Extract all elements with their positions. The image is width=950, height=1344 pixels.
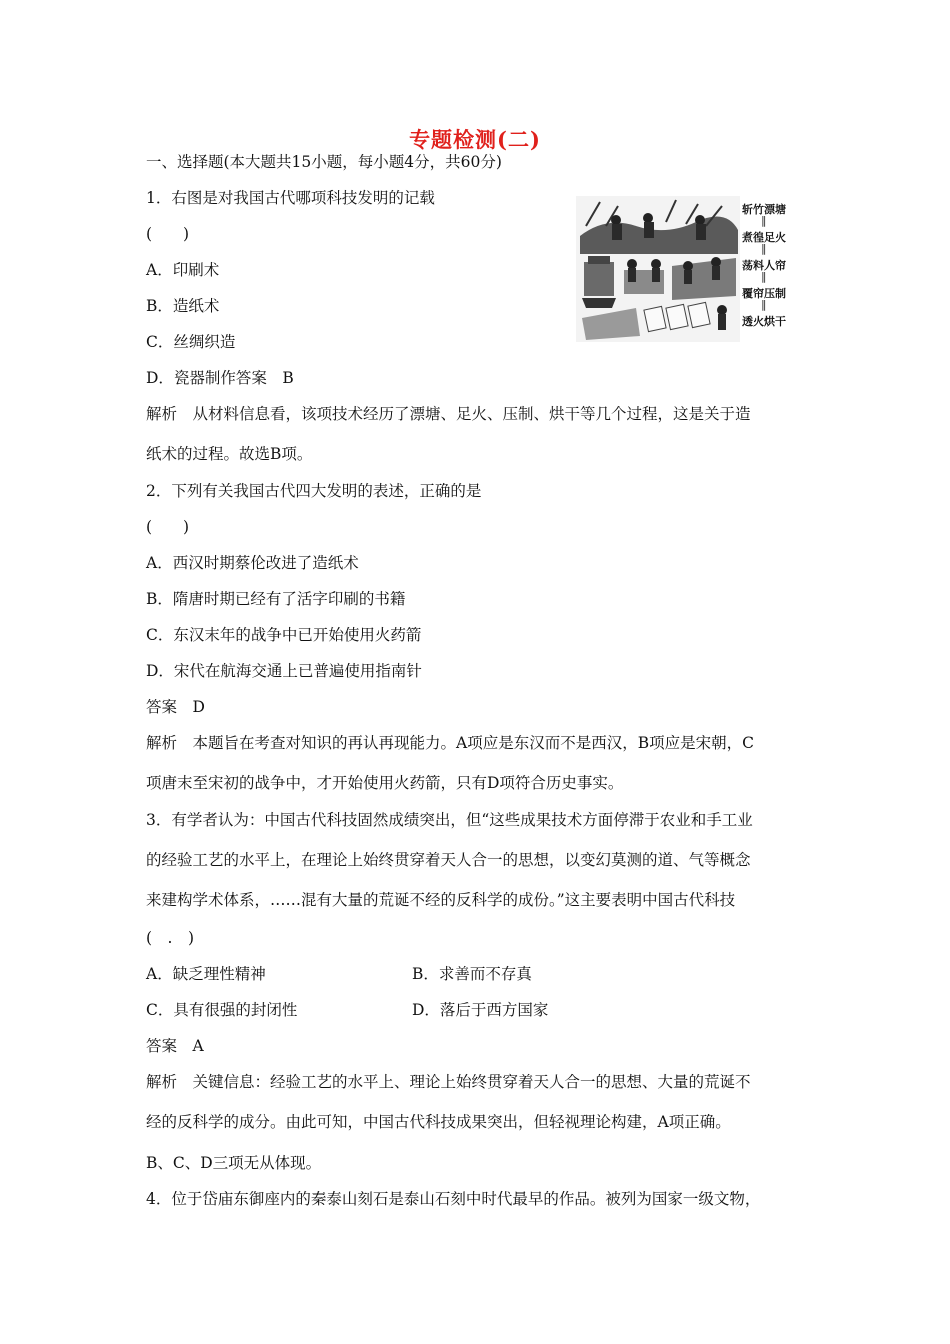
q1-paren: ( ) (146, 225, 190, 243)
q4-stem: 4．位于岱庙东御座内的秦泰山刻石是泰山石刻中时代最早的作品。被列为国家一级文物， (146, 1190, 761, 1208)
papermaking-scene-image (576, 196, 740, 342)
papermaking-illustration (576, 196, 790, 342)
figure-arrow-4: ‖ (761, 298, 767, 311)
figure-arrow-2: ‖ (761, 242, 767, 255)
section-header: 一、选择题(本大题共15小题，每小题4分，共60分) (146, 153, 502, 171)
q3-analysis-line-2: 经的反科学的成分。由此可知，中国古代科技成果突出，但轻视理论构建，A项正确。 (146, 1113, 731, 1131)
figure-arrow-3: ‖ (761, 270, 767, 283)
q3-stem-line-1: 3．有学者认为：中国古代科技固然成绩突出，但“这些成果技术方面停滞于农业和手工业 (146, 811, 753, 829)
q3-option-c: C．具有很强的封闭性 (146, 1001, 298, 1019)
q1-option-c: C．丝绸织造 (146, 333, 236, 351)
q2-paren: ( ) (146, 518, 190, 536)
q2-analysis-line-2: 项唐末至宋初的战争中，才开始使用火药箭，只有D项符合历史事实。 (146, 774, 624, 792)
q2-answer: 答案 D (146, 698, 205, 716)
figure-step-5: 透火烘干 (742, 315, 786, 328)
q3-analysis-line-1: 解析 关键信息：经验工艺的水平上、理论上始终贯穿着天人合一的思想、大量的荒诞不 (146, 1073, 751, 1091)
figure-step-2: 煮徨足火 (742, 231, 786, 244)
figure-step-1: 斩竹漂塘 (742, 203, 786, 216)
figure-arrow-1: ‖ (761, 214, 767, 227)
q2-option-c: C．东汉末年的战争中已开始使用火药箭 (146, 626, 422, 644)
q1-stem: 1．右图是对我国古代哪项科技发明的记载 (146, 189, 435, 207)
figure-step-3: 荡料人帘 (742, 259, 786, 272)
q1-analysis-line-1: 解析 从材料信息看，该项技术经历了漂塘、足火、压制、烘干等几个过程，这是关于造 (146, 405, 751, 423)
q3-option-a: A．缺乏理性精神 (146, 965, 266, 983)
figure-step-4: 覆帘压制 (742, 287, 786, 300)
q1-option-a: A．印刷术 (146, 261, 220, 279)
q1-analysis-line-2: 纸术的过程。故选B项。 (146, 445, 313, 463)
q2-analysis-line-1: 解析 本题旨在考查对知识的再认再现能力。A项应是东汉而不是西汉，B项应是宋朝，C (146, 734, 754, 752)
q3-answer: 答案 A (146, 1037, 204, 1055)
page-title: 专题检测(二) (409, 127, 541, 152)
q1-option-d-answer: D．瓷器制作答案 B (146, 369, 294, 387)
q2-option-d: D．宋代在航海交通上已普遍使用指南针 (146, 662, 422, 680)
q2-option-b: B．隋唐时期已经有了活字印刷的书籍 (146, 590, 406, 608)
q2-option-a: A．西汉时期蔡伦改进了造纸术 (146, 554, 359, 572)
q3-option-d: D．落后于西方国家 (412, 1001, 549, 1019)
q2-stem: 2．下列有关我国古代四大发明的表述，正确的是 (146, 482, 482, 500)
q3-stem-line-3: 来建构学术体系，……混有大量的荒诞不经的反科学的成份。”这主要表明中国古代科技 (146, 891, 736, 909)
q3-paren: ( . ) (146, 929, 195, 947)
q1-option-b: B．造纸术 (146, 297, 220, 315)
q3-stem-line-2: 的经验工艺的水平上，在理论上始终贯穿着天人合一的思想，以变幻莫测的道、气等概念 (146, 851, 751, 869)
q3-analysis-line-3: B、C、D三项无从体现。 (146, 1154, 322, 1172)
q3-option-b: B．求善而不存真 (412, 965, 532, 983)
